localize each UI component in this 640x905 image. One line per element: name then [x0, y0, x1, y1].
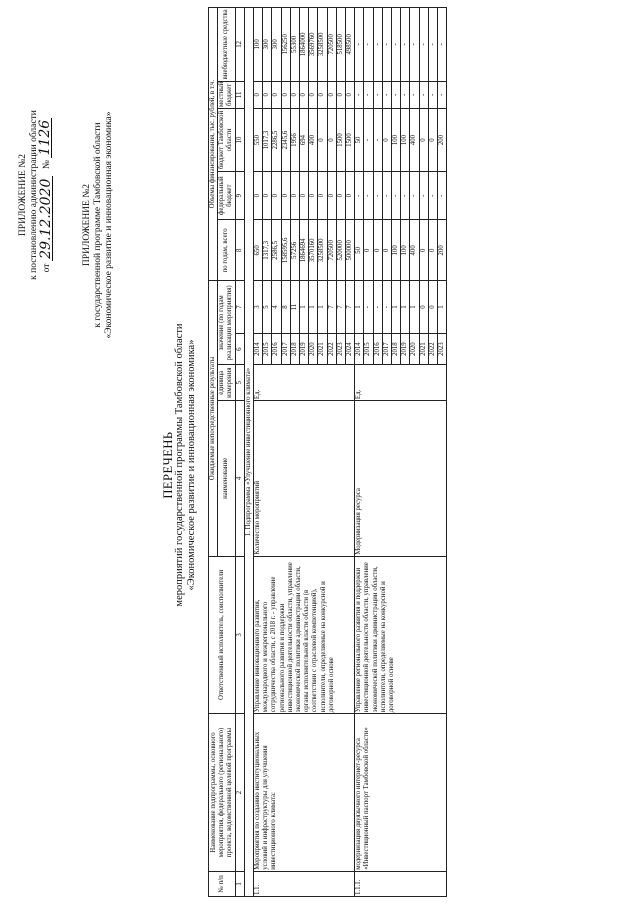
funding-federal-cell: 0 [300, 172, 309, 220]
funding-extra-cell: 300 [263, 8, 272, 82]
funding-local-cell: - [382, 81, 391, 108]
column-index-cell: 6 [235, 333, 244, 365]
funding-federal-cell: - [373, 172, 382, 220]
funding-total-cell: 2586,5 [272, 220, 281, 281]
title-main: ПЕРЕЧЕНЬ [161, 431, 175, 499]
table-body [244, 8, 446, 897]
result-value-cell: 0 [428, 281, 437, 334]
funding-total-cell: 3570160 [309, 220, 318, 281]
result-value-cell: 11 [290, 281, 299, 334]
funding-local-cell: - [373, 81, 382, 108]
funding-regional-cell: 550 [254, 109, 263, 172]
row-executor: Управление инновационного развития, международного и межрегионального сотрудничества области, с 2018 г. - управление регионального развития и поддержки инвестиционной деятельности области, управление экономической политики администрации области, органы исполнительной власти области (в соответствии с отраслевой компетенцией), исполнители, определяемые на конкурсной и договорной основе [254, 556, 355, 714]
funding-local-cell: 0 [254, 81, 263, 108]
funding-extra-cell: 1864000 [300, 8, 309, 82]
funding-regional-cell: 0 [318, 109, 327, 172]
year-cell: 2018 [392, 333, 401, 365]
funding-federal-cell: 0 [290, 172, 299, 220]
funding-total-cell: 50 [355, 220, 364, 281]
funding-extra-cell: - [438, 8, 447, 82]
col-results-header: Ожидаемые непосредственные результаты [209, 281, 218, 556]
funding-federal-cell: 0 [309, 172, 318, 220]
funding-total-cell: 720500 [327, 220, 336, 281]
funding-total-cell: 1864694 [300, 220, 309, 281]
year-cell: 2024 [346, 333, 355, 365]
funding-extra-cell: - [419, 8, 428, 82]
funding-federal-cell: - [355, 172, 364, 220]
col-res-unit-header: единица измерения [218, 365, 235, 401]
funding-federal-cell: - [410, 172, 419, 220]
funding-total-cell: 158595,6 [281, 220, 290, 281]
appendix-date-line [37, 85, 54, 305]
result-value-cell: 1 [401, 281, 410, 334]
funding-total-cell: 200 [438, 220, 447, 281]
year-cell: 2014 [254, 333, 263, 365]
funding-regional-cell: 50 [355, 109, 364, 172]
result-value-cell: 0 [419, 281, 428, 334]
year-cell: 2016 [373, 333, 382, 365]
funding-extra-cell: - [364, 8, 373, 82]
funding-total-cell: 520000 [336, 220, 345, 281]
funding-total-cell: 0 [428, 220, 437, 281]
year-cell: 2020 [410, 333, 419, 365]
funding-local-cell: - [401, 81, 410, 108]
funding-local-cell: 0 [346, 81, 355, 108]
funding-regional-cell: 100 [392, 109, 401, 172]
funding-federal-cell: 0 [318, 172, 327, 220]
measures-table [208, 7, 447, 897]
funding-regional-cell: 694 [300, 109, 309, 172]
col-res-value-header: значение (по годам реализации мероприятия) [218, 281, 235, 365]
funding-extra-cell: - [401, 8, 410, 82]
table-row [355, 8, 364, 897]
result-value-cell: 1 [318, 281, 327, 334]
year-cell: 2018 [290, 333, 299, 365]
appendix-title: ПРИЛОЖЕНИЕ №2 [18, 153, 28, 237]
column-index-cell: 9 [235, 172, 244, 220]
funding-regional-cell: 1500 [336, 109, 345, 172]
funding-local-cell: - [438, 81, 447, 108]
column-index-cell: 10 [235, 109, 244, 172]
funding-regional-cell: - [373, 109, 382, 172]
funding-regional-cell: 1017,3 [263, 109, 272, 172]
section-title: 1. Подпрограмма «Улучшение инвестиционного климата» [244, 8, 253, 897]
funding-regional-cell: 100 [401, 109, 410, 172]
funding-extra-cell: 3569760 [309, 8, 318, 82]
funding-federal-cell: 0 [281, 172, 290, 220]
funding-total-cell: 100 [401, 220, 410, 281]
funding-total-cell: 100 [392, 220, 401, 281]
appendix2-line1: к государственной программе Тамбовской области [93, 122, 103, 328]
document-title [162, 145, 198, 785]
year-cell: 2019 [300, 333, 309, 365]
result-value-cell: 7 [336, 281, 345, 334]
funding-regional-cell: 0 [327, 109, 336, 172]
row-result-name: Количество мероприятий [254, 401, 355, 557]
funding-federal-cell: - [401, 172, 410, 220]
funding-local-cell: - [428, 81, 437, 108]
funding-total-cell: 0 [382, 220, 391, 281]
title-line2: «Экономическое развитие и инновационная экономика» [186, 339, 197, 591]
result-value-cell: 1 [309, 281, 318, 334]
funding-regional-cell: 2286,5 [272, 109, 281, 172]
year-cell: 2021 [419, 333, 428, 365]
funding-regional-cell: 0 [428, 109, 437, 172]
funding-total-cell: 0 [419, 220, 428, 281]
funding-extra-cell: 3258500 [318, 8, 327, 82]
funding-total-cell: 3258500 [318, 220, 327, 281]
funding-regional-cell: 400 [309, 109, 318, 172]
year-cell: 2017 [382, 333, 391, 365]
row-executor: Управление регионального развития и поддержки инвестиционной деятельности области, управление экономической политики администрации области, исполнители, определяемые на конкурсной и договорной основе [355, 556, 447, 714]
col-name-header: Наименование подпрограммы, основного мероприятия, федерального (регионального) проекта, ведомственной целевой программы [209, 714, 236, 872]
funding-extra-cell: 55300 [290, 8, 299, 82]
funding-federal-cell: - [428, 172, 437, 220]
result-value-cell: 7 [327, 281, 336, 334]
funding-extra-cell: 100 [254, 8, 263, 82]
year-cell: 2023 [336, 333, 345, 365]
year-cell: 2020 [309, 333, 318, 365]
funding-local-cell: 0 [327, 81, 336, 108]
funding-local-cell: - [392, 81, 401, 108]
funding-extra-cell: - [373, 8, 382, 82]
funding-total-cell: 0 [364, 220, 373, 281]
result-value-cell: 8 [281, 281, 290, 334]
section-row [244, 8, 253, 897]
funding-local-cell: - [364, 81, 373, 108]
result-value-cell: 1 [410, 281, 419, 334]
funding-local-cell: 0 [281, 81, 290, 108]
row-number: 1.1.1. [355, 871, 447, 896]
year-cell: 2019 [401, 333, 410, 365]
column-index-cell: 11 [235, 81, 244, 108]
column-index-cell: 7 [235, 281, 244, 334]
funding-regional-cell: 2345,6 [281, 109, 290, 172]
funding-regional-cell: 1956 [290, 109, 299, 172]
funding-extra-cell: 518500 [336, 8, 345, 82]
funding-regional-cell: - [364, 109, 373, 172]
funding-extra-cell: 300 [272, 8, 281, 82]
result-value-cell: 7 [346, 281, 355, 334]
funding-federal-cell: - [382, 172, 391, 220]
funding-local-cell: 0 [290, 81, 299, 108]
row-number: 1.1. [254, 871, 355, 896]
funding-extra-cell: 498500 [346, 8, 355, 82]
funding-federal-cell: 0 [272, 172, 281, 220]
funding-extra-cell: 156250 [281, 8, 290, 82]
funding-local-cell: 0 [263, 81, 272, 108]
title-line1: мероприятий государственной программы Тамбовской области [174, 323, 185, 607]
funding-federal-cell: 0 [327, 172, 336, 220]
row-result-unit: Ед. [254, 365, 355, 401]
funding-federal-cell: - [419, 172, 428, 220]
year-cell: 2023 [438, 333, 447, 365]
col-by-years-header: по годам, всего [218, 220, 235, 281]
result-value-cell: 1 [438, 281, 447, 334]
year-cell: 2022 [428, 333, 437, 365]
col-executor-header: Ответственный исполнитель, соисполнители [209, 556, 236, 714]
handwritten-number: 1126 [40, 118, 52, 158]
funding-local-cell: 0 [336, 81, 345, 108]
year-cell: 2014 [355, 333, 364, 365]
funding-local-cell: 0 [309, 81, 318, 108]
year-cell: 2022 [327, 333, 336, 365]
appendix2-header [82, 45, 115, 405]
funding-federal-cell: 0 [346, 172, 355, 220]
funding-federal-cell: - [364, 172, 373, 220]
column-index-cell: 4 [235, 401, 244, 557]
col-res-name-header: наименование [218, 401, 235, 557]
year-cell: 2017 [281, 333, 290, 365]
row-measure-name: модернизация двуязычного интернет-ресурса «Инвестиционный паспорт Тамбовской области» [355, 714, 447, 872]
result-value-cell: 4 [272, 281, 281, 334]
funding-regional-cell: 0 [382, 109, 391, 172]
result-value-cell: - [364, 281, 373, 334]
funding-total-cell: 500000 [346, 220, 355, 281]
funding-total-cell: 650 [254, 220, 263, 281]
appendix2-line2: «Экономическое развитие и инновационная экономика» [104, 111, 114, 339]
row-measure-name: Мероприятия по созданию институциональных условий и инфраструктуры для улучшения инвестиционного климата: [254, 714, 355, 872]
from-label: от [42, 263, 52, 273]
column-index-cell: 8 [235, 220, 244, 281]
handwritten-date: 29.12.2020 [41, 176, 53, 261]
funding-local-cell: - [419, 81, 428, 108]
column-index-cell: 3 [235, 556, 244, 714]
appendix2-title: ПРИЛОЖЕНИЕ №2 [82, 183, 92, 267]
col-extra-header: внебюджетные средства [218, 8, 235, 82]
appendix-header [18, 85, 53, 305]
funding-local-cell: 0 [272, 81, 281, 108]
result-value-cell: 1 [300, 281, 309, 334]
result-value-cell: - [373, 281, 382, 334]
funding-total-cell: 400 [410, 220, 419, 281]
funding-regional-cell: 200 [438, 109, 447, 172]
funding-regional-cell: 0 [419, 109, 428, 172]
result-value-cell: 1 [392, 281, 401, 334]
funding-extra-cell: - [428, 8, 437, 82]
column-index-cell: 2 [235, 714, 244, 872]
funding-extra-cell: - [355, 8, 364, 82]
funding-local-cell: 0 [300, 81, 309, 108]
column-index-row [235, 8, 244, 897]
funding-federal-cell: 0 [263, 172, 272, 220]
row-result-unit: Ед. [355, 365, 447, 401]
funding-total-cell: 1317,3 [263, 220, 272, 281]
funding-federal-cell: 0 [336, 172, 345, 220]
funding-regional-cell: 400 [410, 109, 419, 172]
funding-local-cell: - [355, 81, 364, 108]
col-local-header: местный бюджет [218, 81, 234, 107]
appendix-decree-line: к постановлению администрации области [29, 110, 39, 280]
funding-local-cell: 0 [318, 81, 327, 108]
year-cell: 2015 [263, 333, 272, 365]
funding-federal-cell: - [392, 172, 401, 220]
result-value-cell: 3 [254, 281, 263, 334]
funding-total-cell: 0 [373, 220, 382, 281]
funding-extra-cell: 720500 [327, 8, 336, 82]
col-federal-header: федеральный бюджет [218, 172, 235, 220]
funding-extra-cell: - [392, 8, 401, 82]
funding-local-cell: - [410, 81, 419, 108]
funding-total-cell: 57256 [290, 220, 299, 281]
funding-federal-cell: - [438, 172, 447, 220]
funding-regional-cell: 1500 [346, 109, 355, 172]
column-index-cell: 1 [235, 871, 244, 896]
number-label: № [42, 160, 52, 170]
column-index-cell: 5 [235, 365, 244, 401]
funding-extra-cell: - [382, 8, 391, 82]
col-num-header: № п/п [209, 871, 236, 896]
row-result-name: Модернизация ресурса [355, 401, 447, 557]
year-cell: 2015 [364, 333, 373, 365]
col-regional-header: бюджет Тамбовской области [218, 109, 235, 172]
result-value-cell: - [382, 281, 391, 334]
col-funding-header: Объемы финансирования, тыс. рублей, в т.ч. [209, 8, 218, 281]
year-cell: 2021 [318, 333, 327, 365]
result-value-cell: 1 [355, 281, 364, 334]
table-row [254, 8, 263, 897]
funding-federal-cell: 0 [254, 172, 263, 220]
funding-extra-cell: - [410, 8, 419, 82]
column-index-cell: 12 [235, 8, 244, 82]
year-cell: 2016 [272, 333, 281, 365]
result-value-cell: 5 [263, 281, 272, 334]
